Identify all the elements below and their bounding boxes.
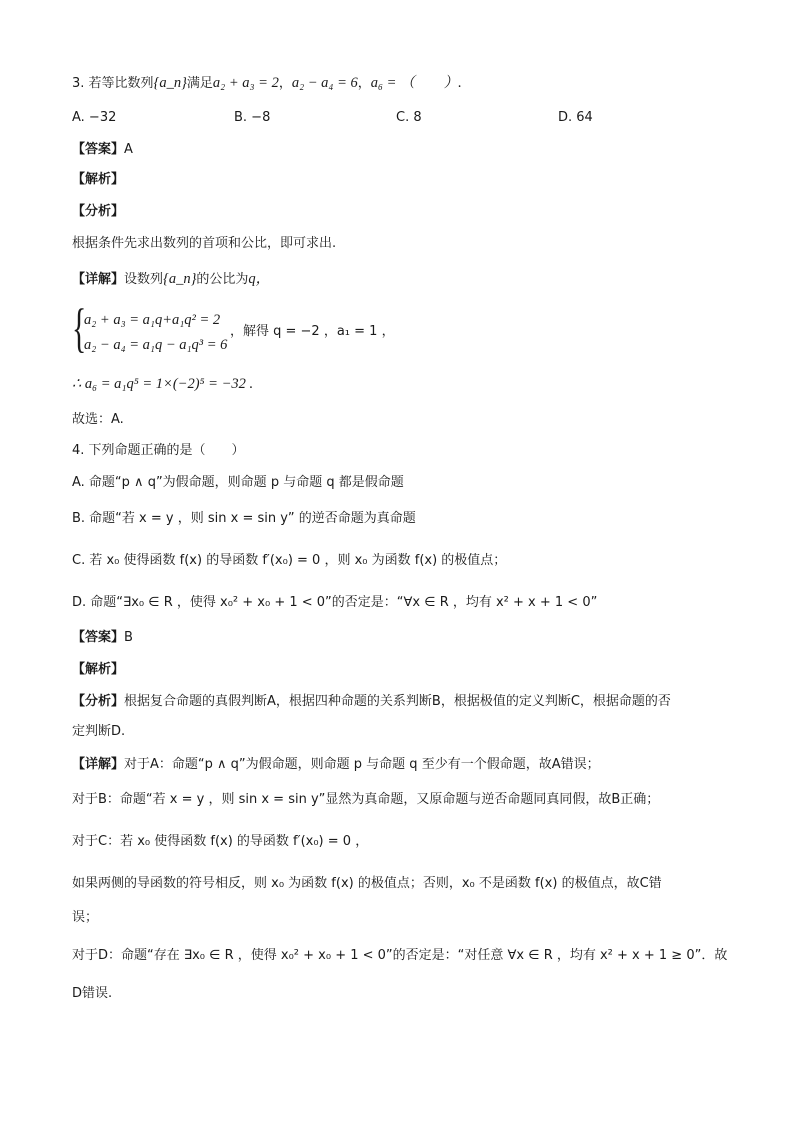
- q4-fenxi-line-1: [72, 693, 671, 711]
- q3-option-d: D. 64: [558, 110, 593, 125]
- q3-separator: ，: [357, 76, 371, 91]
- q4-detail-d-1: 对于D：命题“存在 ∃x₀ ∈ R ，使得 x₀² + x₀ + 1 < 0”的否定是：“对任意 ∀x ∈ R ，均有 x² + x + 1 ≥ 0”．故: [72, 948, 728, 963]
- q4-stem: 4. 下列命题正确的是（ ）: [72, 443, 245, 458]
- q3-answer: [72, 141, 133, 159]
- q4-detail-c-3: 误；: [72, 910, 99, 925]
- q4-detail-b: 对于B：命题“若 x = y ，则 sin x = sin y”显然为真命题，又原命题与逆否命题同真同假，故B正确；: [72, 792, 660, 807]
- q3-question: a₆ = （ ）.: [370, 75, 462, 91]
- q4-option-c: C. 若 x₀ 使得函数 f(x) 的导函数 f′(x₀) = 0 ，则 x₀ 为函数 f(x) 的极值点；: [72, 553, 507, 568]
- answer-value: A: [124, 142, 133, 157]
- q3-system-solve: ，解得 q = −2 ，a₁ = 1 ，: [230, 324, 395, 339]
- q3-result: ∴ a₆ = a₁q⁵ = 1×(−2)⁵ = −32 .: [72, 376, 254, 392]
- q3-stem-mid: 满足: [186, 76, 213, 91]
- q3-option-c: C. 8: [396, 110, 422, 125]
- q3-condition-2: a₂ − a₄ = 6: [291, 75, 358, 91]
- q3-option-b: B. −8: [234, 110, 271, 125]
- q3-detail-text: 设数列: [124, 272, 164, 287]
- q3-detail-symbol: {a_n}: [163, 271, 197, 287]
- q3-fenxi: 根据条件先求出数列的首项和公比，即可求出.: [72, 236, 337, 251]
- q3-condition-1: a₂ + a₃ = 2: [212, 75, 279, 91]
- q3-system-line-1: a₂ + a₃ = a₁q+a₁q² = 2: [84, 312, 221, 328]
- q4-fenxi-text: 根据复合命题的真假判断A，根据四种命题的关系判断B，根据极值的定义判断C，根据命题的否: [124, 694, 671, 709]
- answer-tag: 【答案】: [72, 630, 125, 645]
- q4-detail-c-2: 如果两侧的导函数的符号相反，则 x₀ 为函数 f(x) 的极值点；否则，x₀ 不是函数 f(x) 的极值点，故C错: [72, 876, 662, 891]
- q3-stem-text: 3. 若等比数列: [72, 76, 154, 91]
- q3-system-line-2: a₂ − a₄ = a₁q − a₁q³ = 6: [84, 337, 228, 353]
- q3-option-a: A. −32: [72, 110, 117, 125]
- q4-detail-a: [72, 756, 600, 774]
- detail-tag: 【详解】: [72, 757, 125, 772]
- q3-detail-q: q，: [248, 271, 271, 287]
- q3-jiexi: 【解析】: [72, 172, 125, 187]
- fenxi-tag: 【分析】: [72, 694, 125, 709]
- q3-detail-text: 的公比为: [196, 272, 249, 287]
- q4-option-b: B. 命题“若 x = y ，则 sin x = sin y” 的逆否命题为真命题: [72, 511, 416, 526]
- q4-option-a: A. 命题“p ∧ q”为假命题，则命题 p 与命题 q 都是假命题: [72, 475, 404, 490]
- q3-choose: 故选：A.: [72, 412, 124, 427]
- q4-answer: [72, 629, 133, 647]
- q4-detail-a-text: 对于A：命题“p ∧ q”为假命题，则命题 p 与命题 q 至少有一个假命题，故A错误；: [124, 757, 600, 772]
- q3-detail: [72, 270, 270, 289]
- q3-fenxi-tag: 【分析】: [72, 204, 125, 219]
- q4-detail-d-2: D错误.: [72, 986, 113, 1001]
- detail-tag: 【详解】: [72, 272, 125, 287]
- q3-sequence-symbol: {a_n}: [153, 75, 187, 91]
- answer-value: B: [124, 630, 133, 645]
- q3-separator: ，: [278, 76, 292, 91]
- q4-jiexi: 【解析】: [72, 662, 125, 677]
- q4-detail-c-1: 对于C：若 x₀ 使得函数 f(x) 的导函数 f′(x₀) = 0 ，: [72, 834, 369, 849]
- answer-tag: 【答案】: [72, 142, 125, 157]
- q4-fenxi-line-2: 定判断D.: [72, 724, 126, 739]
- system-brace: {: [72, 298, 87, 358]
- q4-option-d: D. 命题“∃x₀ ∈ R ，使得 x₀² + x₀ + 1 < 0”的否定是：“∀x ∈ R ，均有 x² + x + 1 < 0”: [72, 595, 598, 610]
- q3-stem: [72, 74, 462, 93]
